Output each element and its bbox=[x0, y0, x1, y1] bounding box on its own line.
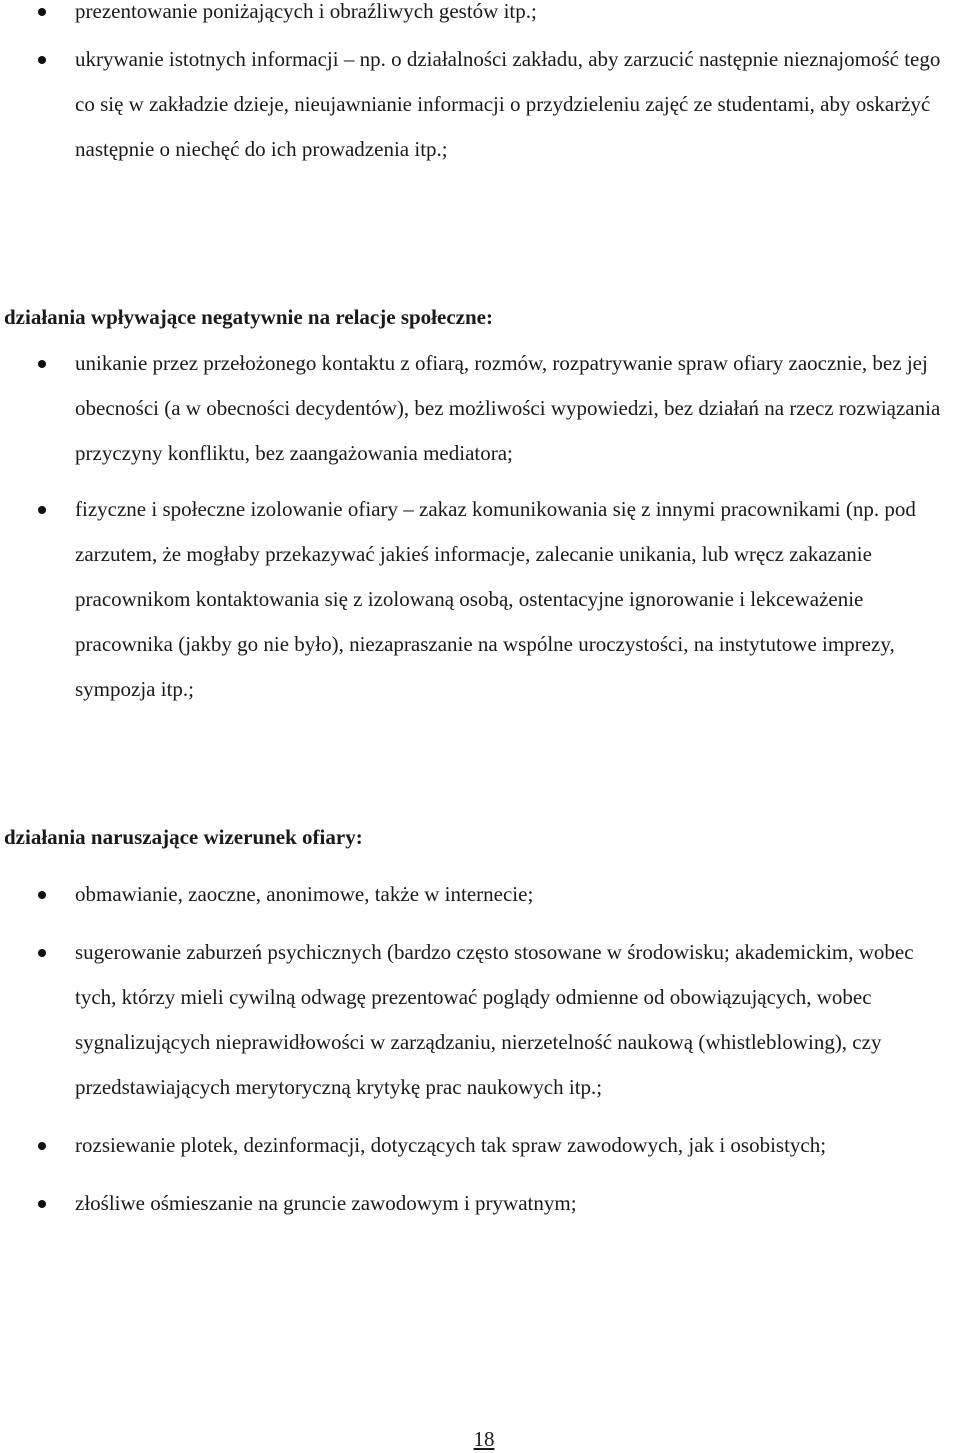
bullet-icon bbox=[38, 8, 46, 16]
list-item bbox=[0, 1123, 960, 1168]
list-item-text: unikanie przez przełożonego kontaktu z ofiarą, rozmów, rozpatrywanie spraw ofiary zaocznie, bez jej obecności (a w obecności decydentów), bez możliwości wypowiedzi, bez działań na rzecz rozwiązania przyczyny konfliktu, bez zaangażowania mediatora; bbox=[75, 351, 941, 465]
list-item-text: ukrywanie istotnych informacji – np. o działalności zakładu, aby zarzucić następnie nieznajomość tego co się w zakładzie dzieje, nieujawnianie informacji o przydzieleniu zajęć ze studentami, aby oskarżyć następnie o niechęć do ich prowadzenia itp.; bbox=[75, 47, 941, 161]
list-item-text: fizyczne i społeczne izolowanie ofiary – zakaz komunikowania się z innymi pracownikami (np. pod zarzutem, że mogłaby przekazywać jakieś informacje, zalecanie unikania, lub wręcz zakazanie pracownikom kontaktowania się z izolowaną osobą, ostentacyjne ignorowanie i lekceważenie pracownika (jakby go nie było), niezapraszanie na wspólne uroczystości, na instytutowe imprezy, sympozja itp.; bbox=[75, 497, 916, 701]
list-item bbox=[0, 0, 960, 34]
bullet-icon bbox=[38, 56, 46, 64]
list-item-text: prezentowanie poniżających i obraźliwych gestów itp.; bbox=[75, 0, 537, 23]
page-number: 18 bbox=[473, 1427, 495, 1451]
bullet-list bbox=[0, 872, 960, 1226]
list-item bbox=[0, 487, 960, 712]
section-heading-social-relations: działania wpływające negatywnie na relacje społeczne: bbox=[4, 305, 493, 329]
list-item bbox=[0, 341, 960, 476]
bullet-icon bbox=[38, 949, 46, 957]
bullet-icon bbox=[38, 506, 46, 514]
section-heading-image: działania naruszające wizerunek ofiary: bbox=[4, 825, 363, 849]
list-item bbox=[0, 1181, 960, 1226]
list-item bbox=[0, 872, 960, 917]
bullet-icon bbox=[38, 1142, 46, 1150]
list-block-1 bbox=[0, 0, 960, 172]
bullet-icon bbox=[38, 1200, 46, 1208]
list-item-text: obmawianie, zaoczne, anonimowe, także w internecie; bbox=[75, 882, 534, 906]
list-block-3 bbox=[0, 872, 960, 1226]
list-item-text: rozsiewanie plotek, dezinformacji, dotyczących tak spraw zawodowych, jak i osobistych; bbox=[75, 1133, 827, 1157]
bullet-list bbox=[0, 341, 960, 712]
list-block-2 bbox=[0, 341, 960, 712]
bullet-list bbox=[0, 0, 960, 172]
list-item-text: sugerowanie zaburzeń psychicznych (bardzo często stosowane w środowisku; akademickim, wobec tych, którzy mieli cywilną odwagę prezentować poglądy odmienne od obowiązujących, wobec sygnalizujących nieprawidłowości w zarządzaniu, nierzetelność naukową (whistleblowing), czy przedstawiających merytoryczną krytykę prac naukowych itp.; bbox=[75, 940, 914, 1099]
bullet-icon bbox=[38, 891, 46, 899]
list-item bbox=[0, 930, 960, 1110]
list-item-text: złośliwe ośmieszanie na gruncie zawodowym i prywatnym; bbox=[75, 1191, 577, 1215]
bullet-icon bbox=[38, 360, 46, 368]
list-item bbox=[0, 37, 960, 172]
